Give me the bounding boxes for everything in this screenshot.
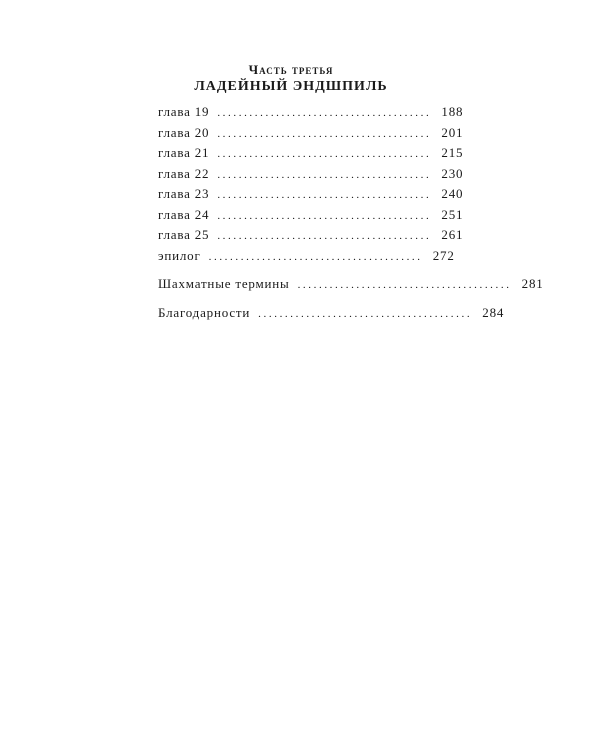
toc-entry-label: глава 20 <box>158 124 210 140</box>
toc-entry-page: 188 <box>441 104 464 119</box>
toc-entry-page: 281 <box>521 276 544 291</box>
toc-entry-label: глава 19 <box>158 104 210 119</box>
toc-entry-chapter-22 <box>158 165 464 187</box>
dot-leader: ........................................ <box>217 107 432 119</box>
dot-leader: ........................................ <box>217 230 432 242</box>
toc-entry-chess-terms <box>158 276 544 297</box>
toc-entry-page: 272 <box>432 247 455 263</box>
dot-leader: ........................................ <box>217 209 432 222</box>
toc-entry-page: 240 <box>441 186 464 201</box>
section-gap <box>158 297 424 305</box>
dot-leader: ........................................ <box>217 148 432 160</box>
dot-leader: ........................................ <box>217 189 432 201</box>
dot-leader: ........................................ <box>217 168 432 181</box>
toc-entry-chapter-21 <box>158 145 464 166</box>
part-label: Часть третья <box>248 62 334 77</box>
section-gap <box>158 268 424 276</box>
toc-entry-chapter-23 <box>158 186 464 207</box>
toc-entry-chapter-25 <box>158 227 464 248</box>
toc-entry-chapter-20 <box>158 124 464 146</box>
toc-entry-label: Благодарности <box>158 304 251 320</box>
toc-entry-page: 201 <box>441 124 464 140</box>
toc-entry-label: Шахматные термины <box>158 276 290 291</box>
toc-entry-page: 215 <box>441 145 464 160</box>
part-title: ЛАДЕЙНЫЙ ЭНДШПИЛЬ <box>194 79 388 94</box>
toc-entry-label: глава 21 <box>158 145 210 160</box>
dot-leader: ........................................ <box>297 279 512 291</box>
toc-entry-page: 230 <box>441 165 464 181</box>
toc-entry-label: глава 22 <box>158 165 210 181</box>
table-of-contents <box>158 62 544 325</box>
dot-leader: ........................................ <box>217 127 432 140</box>
toc-entry-label: глава 25 <box>158 227 210 242</box>
toc-entry-epilogue <box>158 247 455 269</box>
dot-leader: ........................................ <box>258 307 473 320</box>
dot-leader: ........................................ <box>208 250 423 263</box>
toc-entry-page: 261 <box>441 227 464 242</box>
toc-entry-page: 251 <box>441 206 464 222</box>
toc-entry-label: глава 23 <box>158 186 210 201</box>
toc-entry-label: глава 24 <box>158 206 210 222</box>
toc-entry-chapter-24 <box>158 206 464 228</box>
toc-entry-label: эпилог <box>158 247 201 263</box>
toc-entry-chapter-19 <box>158 104 464 125</box>
toc-entry-acknowledgements <box>158 304 505 326</box>
toc-entry-page: 284 <box>482 304 505 320</box>
